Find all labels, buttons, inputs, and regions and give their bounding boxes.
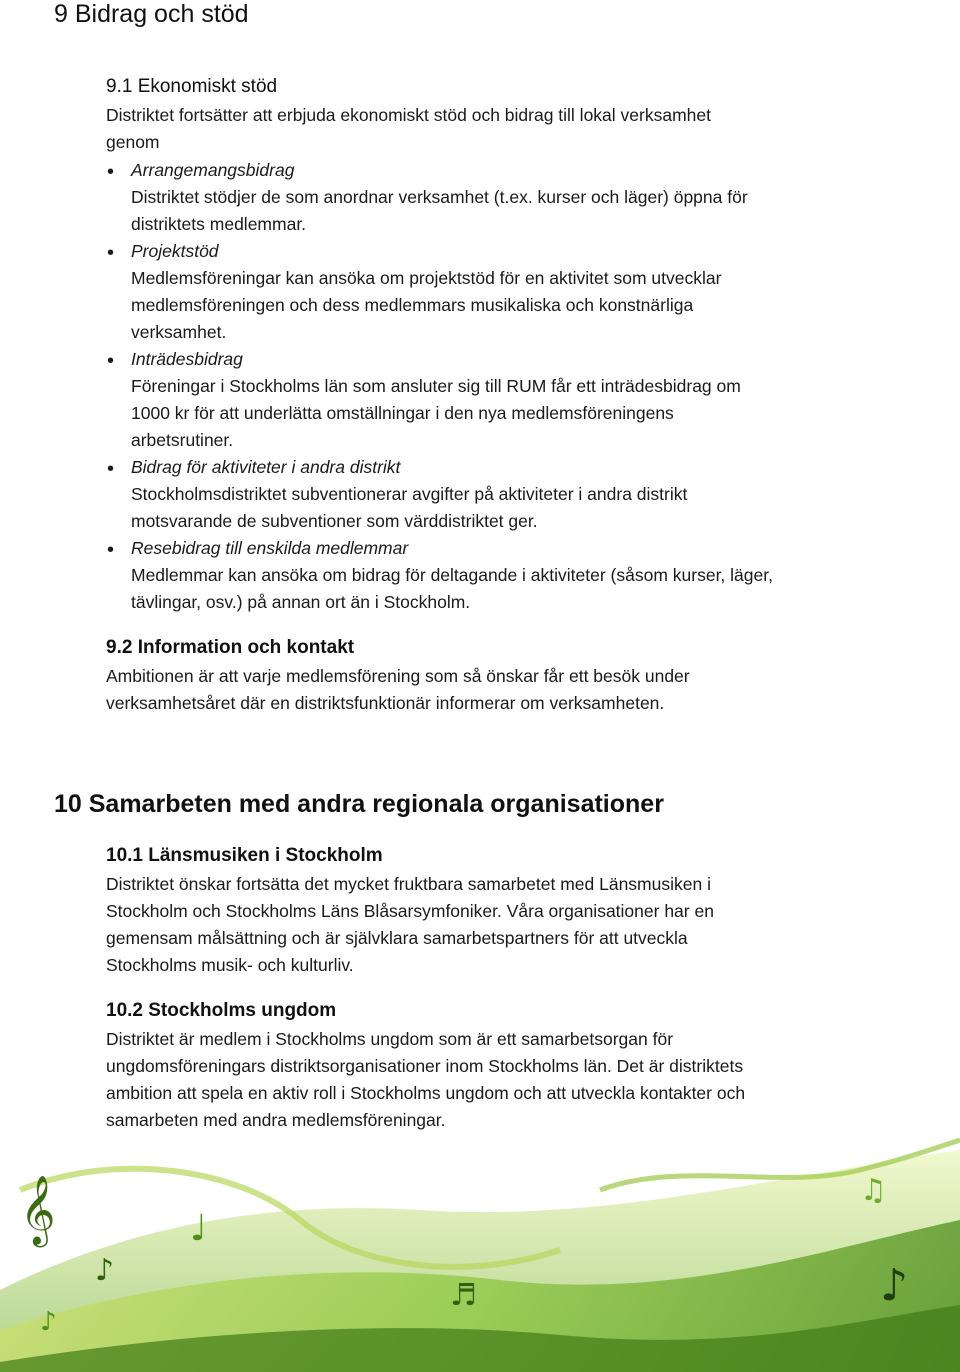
paragraph-line: gemensam målsättning och är självklara samarbetspartners för att utveckla [106,928,688,948]
item-text: arbetsrutiner. [131,430,234,450]
item-text: Distriktet stödjer de som anordnar verksamhet (t.ex. kurser och läger) öppna för [131,187,748,207]
paragraph-line: Distriktet önskar fortsätta det mycket fruktbara samarbetet med Länsmusiken i [106,874,711,894]
paragraph-line: samarbeten med andra medlemsföreningar. [106,1110,446,1130]
section-9-1-heading: 9.1 Ekonomiskt stöd [106,76,278,97]
section-9-2-heading: 9.2 Information och kontakt [106,637,355,658]
section-9-title: 9 Bidrag och stöd [54,0,249,28]
paragraph-line: ambition att spela en aktiv roll i Stockholms ungdom och att utveckla kontakter och [106,1083,746,1103]
footer-music-banner [0,1130,960,1372]
paragraph-line: ungdomsföreningars distriktsorganisationer inom Stockholms län. Det är distriktets [106,1056,744,1076]
item-text: Föreningar i Stockholms län som ansluter sig till RUM får ett inträdesbidrag om [131,376,741,396]
item-text: Stockholmsdistriktet subventionerar avgifter på aktiviteter i andra distrikt [131,484,688,504]
music-note-icon: ♪ [880,1260,909,1311]
bullet-icon: • [107,161,115,183]
music-note-icon: ♫ [860,1173,887,1208]
music-note-icon: ♩ [190,1208,207,1249]
music-note-icon: ♪ [40,1307,57,1337]
item-text: tävlingar, osv.) på annan ort än i Stockholm. [131,592,471,612]
item-text: verksamhet. [131,322,227,342]
section-10-1-heading: 10.1 Länsmusiken i Stockholm [106,845,383,866]
item-title-intradesbidrag: Inträdesbidrag [131,349,243,369]
bullet-icon: • [107,242,115,264]
music-note-icon: ♪ [95,1253,115,1288]
bullet-icon: • [107,350,115,372]
item-text: Medlemmar kan ansöka om bidrag för deltagande i aktiviteter (såsom kurser, läger, [131,565,773,585]
item-text: medlemsföreningen och dess medlemmars musikaliska och konstnärliga [131,295,694,315]
music-note-icon: ♬ [450,1278,477,1313]
treble-clef-icon: 𝄞 [20,1175,56,1245]
paragraph-line: Stockholm och Stockholms Läns Blåsarsymfoniker. Våra organisationer har en [106,901,714,921]
item-text: 1000 kr för att underlätta omställningar i den nya medlemsföreningens [131,403,674,423]
paragraph-line: Ambitionen är att varje medlemsförening som så önskar får ett besök under [106,666,690,686]
item-title-resebidrag: Resebidrag till enskilda medlemmar [131,538,409,558]
bullet-icon: • [107,458,115,480]
item-text: distriktets medlemmar. [131,214,307,234]
intro-line-1: Distriktet fortsätter att erbjuda ekonomiskt stöd och bidrag till lokal verksamhet [106,105,711,125]
paragraph-line: Stockholms musik- och kulturliv. [106,955,354,975]
bullet-icon: • [107,539,115,561]
item-title-projektstod: Projektstöd [131,241,219,261]
paragraph-line: Distriktet är medlem i Stockholms ungdom som är ett samarbetsorgan för [106,1029,674,1049]
section-10-2-heading: 10.2 Stockholms ungdom [106,1000,337,1021]
paragraph-line: verksamhetsåret där en distriktsfunktionär informerar om verksamheten. [106,693,665,713]
item-text: motsvarande de subventioner som värddistriktet ger. [131,511,538,531]
item-text: Medlemsföreningar kan ansöka om projektstöd för en aktivitet som utvecklar [131,268,722,288]
intro-line-2: genom [106,132,160,152]
section-10-title: 10 Samarbeten med andra regionala organisationer [54,790,664,818]
item-title-bidrag-andra-distrikt: Bidrag för aktiviteter i andra distrikt [131,457,401,477]
item-title-arrangemangsbidrag: Arrangemangsbidrag [131,160,295,180]
